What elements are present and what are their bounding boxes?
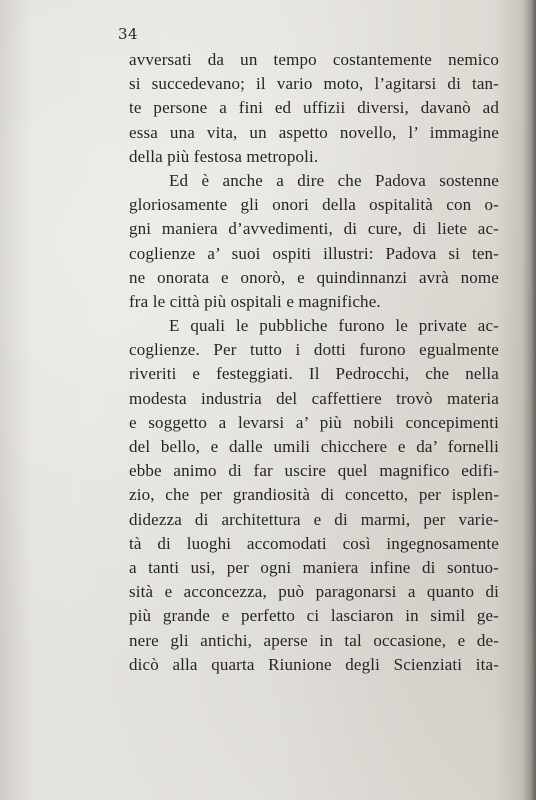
text-line: gni maniera d’avvedimenti, di cure, di liete ac- bbox=[129, 219, 499, 239]
text-line: della più festosa metropoli. bbox=[129, 146, 319, 166]
text-line: didezza di architettura e di marmi, per varie- bbox=[129, 509, 499, 529]
text-line: tà di luoghi accomodati così ingegnosamente bbox=[129, 533, 499, 553]
text-line: si succedevano; il vario moto, l’agitarsi di tan- bbox=[129, 74, 499, 94]
text-line: del bello, e dalle umili chicchere e da’ fornelli bbox=[129, 437, 499, 456]
text-line: modesta industria del caffettiere trovò materia bbox=[129, 388, 499, 408]
page-number: 34 bbox=[118, 25, 139, 43]
text-line: e soggetto a levarsi a’ più nobili concepimenti bbox=[129, 412, 499, 432]
text-line: a tanti usi, per ogni maniera infine di sontuo- bbox=[129, 557, 499, 577]
text-line: te persone a fini ed uffizii diversi, davanò ad bbox=[129, 98, 499, 118]
page-binding-shadow bbox=[522, 0, 536, 800]
text-line: gloriosamente gli onori della ospitalità con o- bbox=[129, 195, 499, 215]
text-line: fra le città più ospitali e magnifiche. bbox=[129, 291, 381, 311]
text-line: avversati da un tempo costantemente nemico bbox=[129, 50, 499, 69]
text-line: coglienze a’ suoi ospiti illustri: Padova si ten- bbox=[129, 243, 499, 263]
text-line: ebbe animo di far uscire quel magnifico edifi- bbox=[129, 461, 499, 481]
text-line: dicò alla quarta Riunione degli Scienziati ita- bbox=[129, 654, 499, 674]
text-line: ne onorata e onorò, e quindinnanzi avrà nome bbox=[129, 267, 499, 287]
text-line: Ed è anche a dire che Padova sostenne bbox=[169, 170, 499, 190]
text-line: più grande e perfetto ci lasciaron in simil ge- bbox=[129, 606, 499, 626]
text-line: zio, che per grandiosità di concetto, per isplen- bbox=[129, 485, 499, 505]
text-line: riveriti e festeggiati. Il Pedrocchi, che nella bbox=[129, 364, 499, 384]
text-line: coglienze. Per tutto i dotti furono egualmente bbox=[129, 340, 499, 360]
text-line: nere gli antichi, aperse in tal occasione, e de- bbox=[129, 630, 499, 650]
body-text bbox=[129, 48, 499, 677]
text-line: essa una vita, un aspetto novello, l’ immagine bbox=[129, 122, 499, 142]
text-line: E quali le pubbliche furono le private ac- bbox=[169, 316, 499, 336]
text-line: sità e acconcezza, può paragonarsi a quanto di bbox=[129, 582, 499, 602]
